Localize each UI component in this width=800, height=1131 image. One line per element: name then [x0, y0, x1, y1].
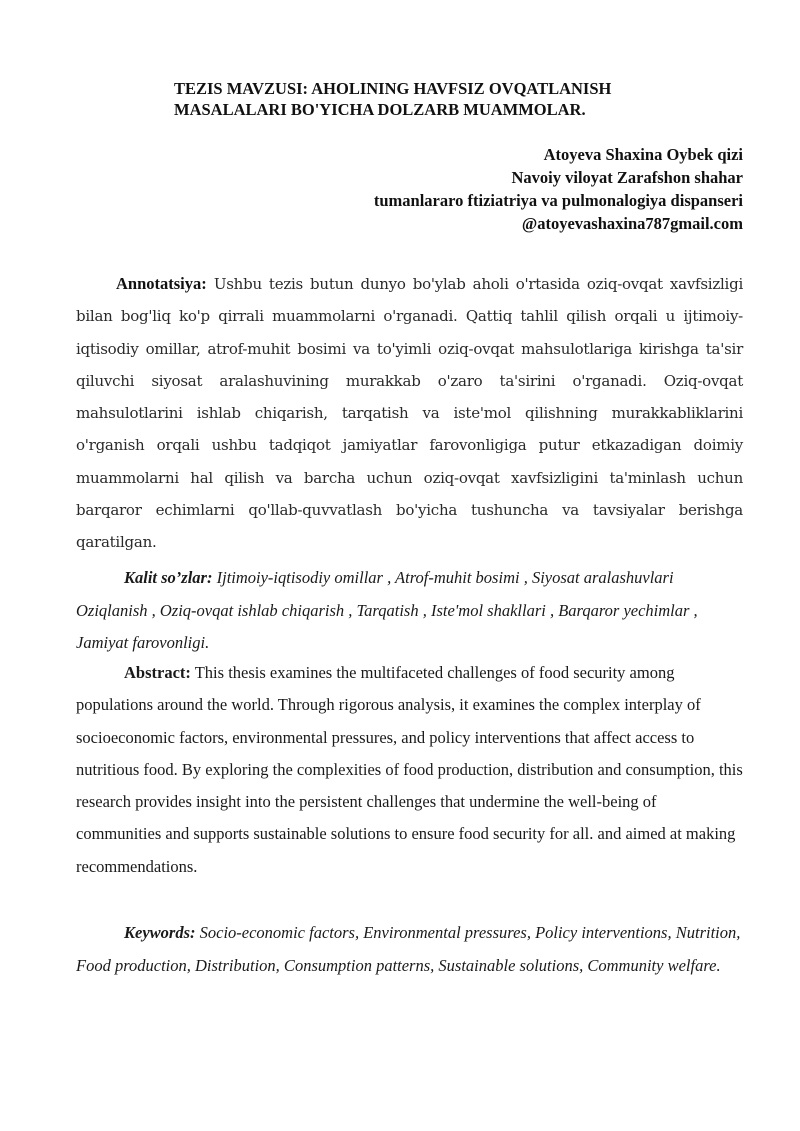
title-line-1: TEZIS MAVZUSI: AHOLINING HAVFSIZ OVQATLANISH — [174, 79, 612, 98]
paper-title — [174, 78, 754, 120]
title-line-2: MASALALARI BO'YICHA DOLZARB MUAMMOLAR. — [174, 100, 586, 119]
annotation-text: Ushbu tezis butun dunyo bo'ylab aholi o'rtasida oziq-ovqat xavfsizligi bilan bog'liq ko'p qirrali muammolarni o'rganadi. Qattiq tahlil qilish orqali u ijtimoiy-iqtisodiy omillar, atrof-muhit bosimi va to'yimli oziq-ovqat mahsulotlariga kirishga ta'sir qiluvchi siyosat aralashuvining murakkab o'zaro ta'sirini o'rganadi. Oziq-ovqat mahsulotlarini ishlab chiqarish, tarqatish va iste'mol qilishning murakkabliklarini o'rganish orqali ushbu tadqiqot jamiyatlar farovonligiga putur etkazadigan doimiy muammolarni hal qilish va barcha uchun oziq-ovqat xavfsizligini ta'minlash uchun barqaror echimlarni qo'llab-quvvatlash bo'yicha tushuncha va tavsiyalar berishga qaratilgan. — [76, 275, 743, 552]
abstract-label: Abstract: — [124, 663, 191, 682]
uzbek-keywords-text: Ijtimoiy-iqtisodiy omillar , Atrof-muhit bosimi , Siyosat aralashuvlari Oziqlanish , Oziq-ovqat ishlab chiqarish , Tarqatish , Iste'mol shakllari , Barqaror yechimlar , Jamiyat farovonligi. — [76, 568, 698, 652]
uzbek-keywords-label: Kalit so’zlar: — [124, 568, 213, 587]
keywords-paragraph — [76, 917, 743, 982]
annotation-label: Annotatsiya: — [116, 274, 207, 293]
annotation-paragraph — [76, 268, 743, 559]
author-location: Navoiy viloyat Zarafshon shahar — [511, 168, 743, 187]
author-institution: tumanlararo ftiziatriya va pulmonalogiya dispanseri — [373, 191, 743, 210]
author-block — [374, 143, 743, 235]
author-name: Atoyeva Shaxina Oybek qizi — [543, 145, 743, 164]
author-email: @atoyevashaxina787gmail.com — [521, 214, 743, 233]
keywords-text: Socio-economic factors, Environmental pressures, Policy interventions, Nutrition, Food production, Distribution, Consumption patterns, Sustainable solutions, Community welfare. — [76, 923, 741, 975]
abstract-paragraph — [76, 657, 743, 883]
uzbek-keywords-paragraph — [76, 562, 743, 660]
abstract-text: This thesis examines the multifaceted challenges of food security among populations around the world. Through rigorous analysis, it examines the complex interplay of socioeconomic factors, environmental pressures, and policy interventions that affect access to nutritious food. By exploring the complexities of food production, distribution and consumption, this research provides insight into the persistent challenges that undermine the well-being of communities and supports sustainable solutions to ensure food security for all. and aimed at making recommendations. — [76, 663, 743, 876]
keywords-label: Keywords: — [124, 923, 196, 942]
